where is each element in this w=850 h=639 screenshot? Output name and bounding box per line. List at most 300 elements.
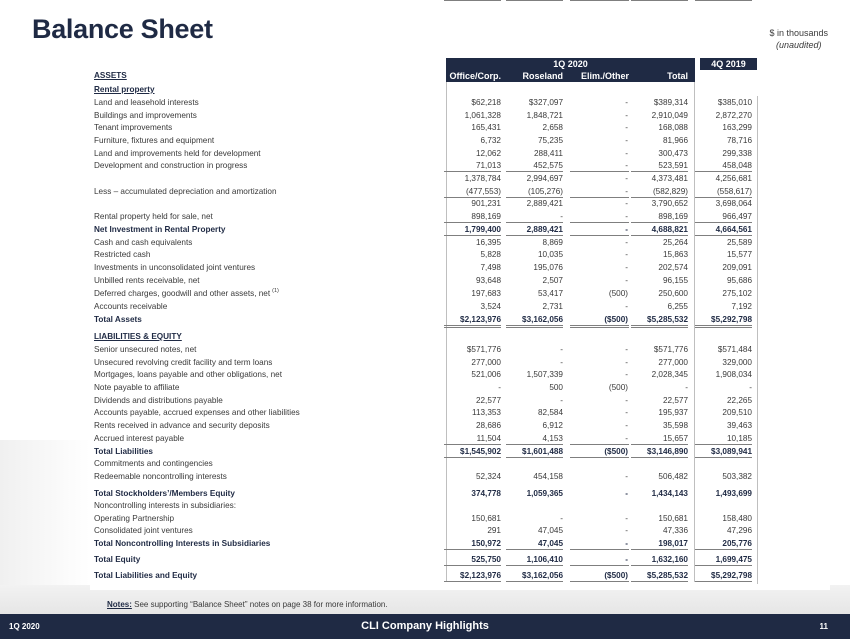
- value-office-corp: $2,123,976: [460, 315, 501, 324]
- row-label: Unbilled rents receivable, net: [94, 276, 200, 285]
- table-row: [94, 343, 759, 356]
- value-roseland: 4,153: [542, 434, 563, 443]
- value-office-corp: 28,686: [475, 421, 501, 430]
- subtotal-rule: [570, 457, 629, 458]
- value-total: $389,314: [653, 98, 688, 107]
- value-office-corp: 277,000: [471, 358, 501, 367]
- value-office-corp: 165,431: [471, 123, 501, 132]
- value-4q2019: 3,698,064: [715, 199, 752, 208]
- value-roseland: $3,162,056: [522, 571, 563, 580]
- subtotal-rule: [695, 222, 752, 223]
- value-elim-other: -: [625, 526, 628, 535]
- table-row: [94, 261, 759, 274]
- subtotal-rule: [631, 235, 688, 236]
- subtotal-rule: [444, 457, 501, 458]
- subtotal-rule: [631, 197, 688, 198]
- subtotal-rule: [444, 171, 501, 172]
- table-row: [94, 172, 759, 185]
- row-label: Tenant improvements: [94, 123, 173, 132]
- subtotal-rule: [506, 549, 563, 550]
- value-4q2019: 22,265: [726, 396, 752, 405]
- value-4q2019: 209,510: [722, 408, 752, 417]
- value-elim-other: -: [625, 149, 628, 158]
- value-office-corp: 16,395: [475, 238, 501, 247]
- notes-text: See supporting “Balance Sheet” notes on page 38 for more information.: [131, 600, 388, 609]
- subtotal-rule: [631, 581, 688, 582]
- value-office-corp: 11,504: [476, 434, 501, 443]
- subtotal-rule: [444, 581, 501, 582]
- table-row: [94, 330, 759, 343]
- value-elim-other: -: [625, 174, 628, 183]
- value-roseland: 53,417: [537, 289, 563, 298]
- subtotal-rule: [695, 171, 752, 172]
- page-number: 11: [819, 622, 828, 631]
- value-elim-other: -: [625, 489, 628, 498]
- row-label: Furniture, fixtures and equipment: [94, 136, 215, 145]
- value-elim-other: -: [625, 263, 628, 272]
- value-total: 25,264: [662, 238, 688, 247]
- value-total: 277,000: [658, 358, 688, 367]
- value-4q2019: (558,617): [716, 187, 752, 196]
- subtotal-rule: [444, 565, 501, 566]
- column-header-elim-other: Elim./Other: [580, 71, 629, 81]
- value-total: 168,088: [658, 123, 688, 132]
- subtotal-rule: [695, 457, 752, 458]
- footer-period: 1Q 2020: [9, 622, 40, 631]
- value-4q2019: 4,256,681: [715, 174, 752, 183]
- value-roseland: 1,507,339: [526, 370, 563, 379]
- value-roseland: 2,507: [542, 276, 563, 285]
- value-roseland: -: [560, 345, 563, 354]
- value-4q2019: 7,192: [731, 302, 752, 311]
- subtotal-rule: [631, 444, 688, 445]
- value-total: 6,255: [667, 302, 688, 311]
- value-office-corp: 1,378,784: [464, 174, 501, 183]
- subtotal-rule: [570, 222, 629, 223]
- value-office-corp: 93,648: [475, 276, 501, 285]
- double-rule: [444, 325, 501, 328]
- column-header-roseland: Roseland: [522, 71, 563, 81]
- value-elim-other: -: [625, 212, 628, 221]
- value-elim-other: -: [625, 161, 628, 170]
- value-4q2019: 299,338: [722, 149, 752, 158]
- value-office-corp: 291: [487, 526, 501, 535]
- row-label: Cash and cash equivalents: [94, 238, 193, 247]
- value-office-corp: 150,681: [471, 514, 501, 523]
- value-total: $3,146,890: [647, 447, 688, 456]
- value-4q2019: 966,497: [722, 212, 752, 221]
- value-total: 96,155: [662, 276, 688, 285]
- value-office-corp: -: [498, 383, 501, 392]
- value-total: 1,632,160: [651, 555, 688, 564]
- value-total: 150,681: [658, 514, 688, 523]
- value-4q2019: $571,484: [717, 345, 752, 354]
- value-4q2019: 158,480: [722, 514, 752, 523]
- row-label: Rental property: [94, 85, 155, 94]
- value-total: 2,028,345: [651, 370, 688, 379]
- value-total: 15,657: [662, 434, 688, 443]
- value-elim-other: -: [625, 136, 628, 145]
- value-roseland: $3,162,056: [522, 315, 563, 324]
- value-total: $5,285,532: [647, 315, 688, 324]
- subtotal-rule: [444, 0, 501, 1]
- value-total: 523,591: [658, 161, 688, 170]
- table-row: [94, 457, 759, 470]
- value-roseland: 2,658: [542, 123, 563, 132]
- row-label: Noncontrolling interests in subsidiaries:: [94, 501, 236, 510]
- subtotal-rule: [506, 0, 563, 1]
- table-row: [94, 248, 759, 261]
- value-office-corp: 12,062: [475, 149, 501, 158]
- value-elim-other: -: [625, 539, 628, 548]
- value-4q2019: 329,000: [722, 358, 752, 367]
- subtotal-rule: [444, 222, 501, 223]
- subtotal-rule: [570, 0, 629, 1]
- value-office-corp: $1,545,902: [460, 447, 501, 456]
- subtotal-rule: [506, 171, 563, 172]
- value-4q2019: $5,292,798: [711, 571, 752, 580]
- subtotal-rule: [570, 581, 629, 582]
- row-label: Less – accumulated depreciation and amortization: [94, 187, 277, 196]
- table-row: [94, 83, 759, 96]
- subtotal-rule: [695, 444, 752, 445]
- current-period-label: 1Q 2020: [553, 59, 588, 69]
- value-office-corp: 150,972: [471, 539, 501, 548]
- row-label: Mortgages, loans payable and other obligations, net: [94, 370, 282, 379]
- value-elim-other: (500): [608, 289, 628, 298]
- value-roseland: 47,045: [537, 539, 563, 548]
- value-elim-other: (500): [608, 383, 628, 392]
- table-row: [94, 274, 759, 287]
- row-label: Restricted cash: [94, 250, 151, 259]
- value-elim-other: -: [625, 98, 628, 107]
- value-total: $571,776: [653, 345, 688, 354]
- value-4q2019: 1,493,699: [715, 489, 752, 498]
- value-office-corp: 374,778: [471, 489, 501, 498]
- subtotal-rule: [570, 444, 629, 445]
- value-total: 506,482: [658, 472, 688, 481]
- subtotal-rule: [570, 565, 629, 566]
- value-elim-other: ($500): [604, 447, 628, 456]
- value-roseland: 452,575: [533, 161, 563, 170]
- subtotal-rule: [570, 235, 629, 236]
- units-label: $ in thousands: [769, 28, 828, 38]
- row-label: Total Assets: [94, 315, 142, 324]
- notes-label: Notes:: [107, 600, 132, 609]
- row-label: Rents received in advance and security deposits: [94, 421, 270, 430]
- footnote-marker: (1): [272, 288, 279, 294]
- value-total: $5,285,532: [647, 571, 688, 580]
- column-header-office-corp: Office/Corp.: [449, 71, 501, 81]
- value-elim-other: ($500): [604, 315, 628, 324]
- value-total: 47,336: [662, 526, 688, 535]
- value-office-corp: 113,353: [472, 408, 501, 417]
- subtotal-rule: [695, 549, 752, 550]
- value-total: (582,829): [652, 187, 688, 196]
- value-total: 202,574: [658, 263, 688, 272]
- value-elim-other: -: [625, 199, 628, 208]
- value-total: 898,169: [658, 212, 688, 221]
- value-roseland: 47,045: [537, 526, 563, 535]
- table-row: [94, 499, 759, 512]
- row-label: Consolidated joint ventures: [94, 526, 193, 535]
- table-row: [94, 381, 759, 394]
- subtotal-rule: [695, 581, 752, 582]
- value-elim-other: -: [625, 421, 628, 430]
- value-total: 81,966: [662, 136, 688, 145]
- value-office-corp: $2,123,976: [460, 571, 501, 580]
- double-rule: [695, 325, 752, 328]
- table-row: [94, 121, 759, 134]
- value-elim-other: -: [625, 434, 628, 443]
- value-office-corp: 6,732: [480, 136, 501, 145]
- footer-title: CLI Company Highlights: [361, 620, 489, 632]
- value-total: 1,434,143: [651, 489, 688, 498]
- value-roseland: 82,584: [537, 408, 563, 417]
- value-roseland: 288,411: [534, 149, 563, 158]
- double-rule: [570, 325, 629, 328]
- row-label: Note payable to affiliate: [94, 383, 180, 392]
- row-label: Net Investment in Rental Property: [94, 225, 226, 234]
- double-rule: [506, 325, 563, 328]
- value-4q2019: 275,102: [722, 289, 752, 298]
- double-rule: [631, 325, 688, 328]
- value-office-corp: $62,218: [471, 98, 501, 107]
- value-4q2019: 25,589: [726, 238, 752, 247]
- value-roseland: 1,848,721: [526, 111, 563, 120]
- row-label: Redeemable noncontrolling interests: [94, 472, 227, 481]
- row-label: Total Noncontrolling Interests in Subsidiaries: [94, 539, 271, 548]
- value-total: -: [685, 383, 688, 392]
- value-roseland: 2,889,421: [526, 199, 563, 208]
- table-row: [94, 368, 759, 381]
- value-total: 250,600: [658, 289, 688, 298]
- value-roseland: -: [560, 514, 563, 523]
- row-label: Dividends and distributions payable: [94, 396, 223, 405]
- subtotal-rule: [631, 171, 688, 172]
- subtotal-rule: [570, 197, 629, 198]
- table-row: [94, 300, 759, 313]
- table-row: [94, 96, 759, 109]
- value-roseland: 6,912: [542, 421, 563, 430]
- value-roseland: -: [560, 396, 563, 405]
- value-roseland: 500: [549, 383, 563, 392]
- page-title: Balance Sheet: [32, 14, 213, 44]
- value-total: 22,577: [662, 396, 688, 405]
- value-4q2019: 4,664,561: [715, 225, 752, 234]
- units-note: [769, 27, 828, 51]
- row-label: Operating Partnership: [94, 514, 175, 523]
- value-4q2019: 47,296: [726, 526, 752, 535]
- value-total: 300,473: [658, 149, 688, 158]
- row-label: Accrued interest payable: [94, 434, 185, 443]
- value-elim-other: -: [625, 345, 628, 354]
- value-4q2019: $3,089,941: [711, 447, 752, 456]
- subtotal-rule: [506, 197, 563, 198]
- subtotal-rule: [695, 235, 752, 236]
- value-office-corp: 1,799,400: [464, 225, 501, 234]
- row-label: Land and leasehold interests: [94, 98, 199, 107]
- value-elim-other: -: [625, 370, 628, 379]
- value-total: 35,598: [662, 421, 688, 430]
- value-total: 15,863: [662, 250, 688, 259]
- value-office-corp: 5,828: [480, 250, 501, 259]
- value-4q2019: 95,686: [726, 276, 752, 285]
- table-row: [94, 134, 759, 147]
- row-label: Senior unsecured notes, net: [94, 345, 197, 354]
- row-label: Investments in unconsolidated joint ventures: [94, 263, 256, 272]
- value-4q2019: 458,048: [722, 161, 752, 170]
- value-office-corp: 3,524: [480, 302, 501, 311]
- row-label: Unsecured revolving credit facility and term loans: [94, 358, 273, 367]
- value-elim-other: -: [625, 111, 628, 120]
- subtotal-rule: [506, 222, 563, 223]
- value-total: 3,790,652: [651, 199, 688, 208]
- table-row: [94, 470, 759, 483]
- value-roseland: 454,158: [533, 472, 563, 481]
- value-4q2019: $5,292,798: [711, 315, 752, 324]
- subtotal-rule: [631, 0, 688, 1]
- value-4q2019: 78,716: [726, 136, 752, 145]
- table-row: [94, 287, 759, 300]
- subtotal-rule: [631, 457, 688, 458]
- subtotal-rule: [506, 457, 563, 458]
- value-elim-other: -: [625, 408, 628, 417]
- value-4q2019: 205,776: [722, 539, 752, 548]
- value-roseland: -: [560, 358, 563, 367]
- row-label: Rental property held for sale, net: [94, 212, 213, 221]
- table-row: [94, 524, 759, 537]
- value-office-corp: 22,577: [475, 396, 501, 405]
- row-label: Total Liabilities and Equity: [94, 571, 198, 580]
- subtotal-rule: [631, 565, 688, 566]
- value-4q2019: 39,463: [726, 421, 752, 430]
- value-elim-other: -: [625, 187, 628, 196]
- value-roseland: $327,097: [528, 98, 563, 107]
- subtotal-rule: [631, 222, 688, 223]
- value-roseland: 75,235: [537, 136, 563, 145]
- value-elim-other: -: [625, 250, 628, 259]
- value-elim-other: -: [625, 514, 628, 523]
- footer-bar: [0, 614, 850, 639]
- value-elim-other: -: [625, 225, 628, 234]
- value-4q2019: 209,091: [722, 263, 752, 272]
- value-office-corp: 898,169: [471, 212, 501, 221]
- value-elim-other: -: [625, 276, 628, 285]
- value-roseland: 1,059,365: [526, 489, 563, 498]
- value-elim-other: -: [625, 358, 628, 367]
- value-4q2019: 1,699,475: [715, 555, 752, 564]
- subtotal-rule: [695, 565, 752, 566]
- value-office-corp: 52,324: [475, 472, 501, 481]
- row-label: ASSETS: [94, 71, 127, 80]
- value-4q2019: 2,872,270: [715, 111, 752, 120]
- value-roseland: -: [560, 212, 563, 221]
- row-label: Buildings and improvements: [94, 111, 197, 120]
- value-4q2019: 10,185: [726, 434, 752, 443]
- table-row: [94, 406, 759, 419]
- value-elim-other: -: [625, 472, 628, 481]
- value-office-corp: 901,231: [471, 199, 501, 208]
- value-elim-other: -: [625, 302, 628, 311]
- value-roseland: (105,276): [527, 187, 563, 196]
- row-label: Deferred charges, goodwill and other assets, net $^{(1)}$: [94, 288, 279, 298]
- value-roseland: 2,889,421: [526, 225, 563, 234]
- value-total: 4,373,481: [651, 174, 688, 183]
- background-shade: [0, 440, 90, 590]
- value-office-corp: 525,750: [471, 555, 501, 564]
- value-total: 195,937: [658, 408, 688, 417]
- value-elim-other: -: [625, 123, 628, 132]
- table-row: [94, 197, 759, 210]
- value-total: 2,910,049: [651, 111, 688, 120]
- subtotal-rule: [506, 565, 563, 566]
- prior-period-header: 4Q 2019: [700, 58, 757, 70]
- value-elim-other: -: [625, 555, 628, 564]
- value-4q2019: 1,908,034: [715, 370, 752, 379]
- subtotal-rule: [444, 197, 501, 198]
- subtotal-rule: [444, 549, 501, 550]
- row-label: Accounts payable, accrued expenses and other liabilities: [94, 408, 300, 417]
- value-office-corp: (477,553): [465, 187, 501, 196]
- value-office-corp: 71,013: [475, 161, 501, 170]
- value-4q2019: -: [749, 383, 752, 392]
- value-roseland: $1,601,488: [522, 447, 563, 456]
- subtotal-rule: [444, 235, 501, 236]
- subtotal-rule: [570, 171, 629, 172]
- row-label: LIABILITIES & EQUITY: [94, 332, 182, 341]
- column-header-total: Total: [667, 71, 688, 81]
- value-elim-other: ($500): [604, 571, 628, 580]
- subtotal-rule: [631, 549, 688, 550]
- value-roseland: 2,994,697: [526, 174, 563, 183]
- value-office-corp: 197,683: [471, 289, 501, 298]
- subtotal-rule: [444, 444, 501, 445]
- row-label: Development and construction in progress: [94, 161, 248, 170]
- value-roseland: 195,076: [533, 263, 563, 272]
- value-total: 198,017: [658, 539, 688, 548]
- row-label: Accounts receivable: [94, 302, 168, 311]
- value-total: 4,688,821: [651, 225, 688, 234]
- value-roseland: 1,106,410: [526, 555, 563, 564]
- subtotal-rule: [506, 235, 563, 236]
- table-row: [94, 69, 759, 82]
- row-label: Land and improvements held for development: [94, 149, 261, 158]
- value-elim-other: -: [625, 238, 628, 247]
- value-office-corp: $571,776: [466, 345, 501, 354]
- value-4q2019: $385,010: [717, 98, 752, 107]
- notes: [107, 600, 388, 609]
- value-office-corp: 521,006: [471, 370, 501, 379]
- subtotal-rule: [506, 581, 563, 582]
- value-office-corp: 7,498: [480, 263, 501, 272]
- value-4q2019: 163,299: [722, 123, 752, 132]
- value-office-corp: 1,061,328: [464, 111, 501, 120]
- value-roseland: 2,731: [542, 302, 563, 311]
- subtotal-rule: [570, 549, 629, 550]
- subtotal-rule: [506, 444, 563, 445]
- value-roseland: 10,035: [537, 250, 563, 259]
- row-label: Total Equity: [94, 555, 141, 564]
- subtotal-rule: [695, 197, 752, 198]
- value-elim-other: -: [625, 396, 628, 405]
- unaudited-label: (unaudited): [775, 40, 822, 50]
- subtotal-rule: [695, 0, 752, 1]
- row-label: Total Liabilities: [94, 447, 153, 456]
- table-row: [94, 419, 759, 432]
- value-4q2019: 503,382: [722, 472, 752, 481]
- value-roseland: 8,869: [542, 238, 563, 247]
